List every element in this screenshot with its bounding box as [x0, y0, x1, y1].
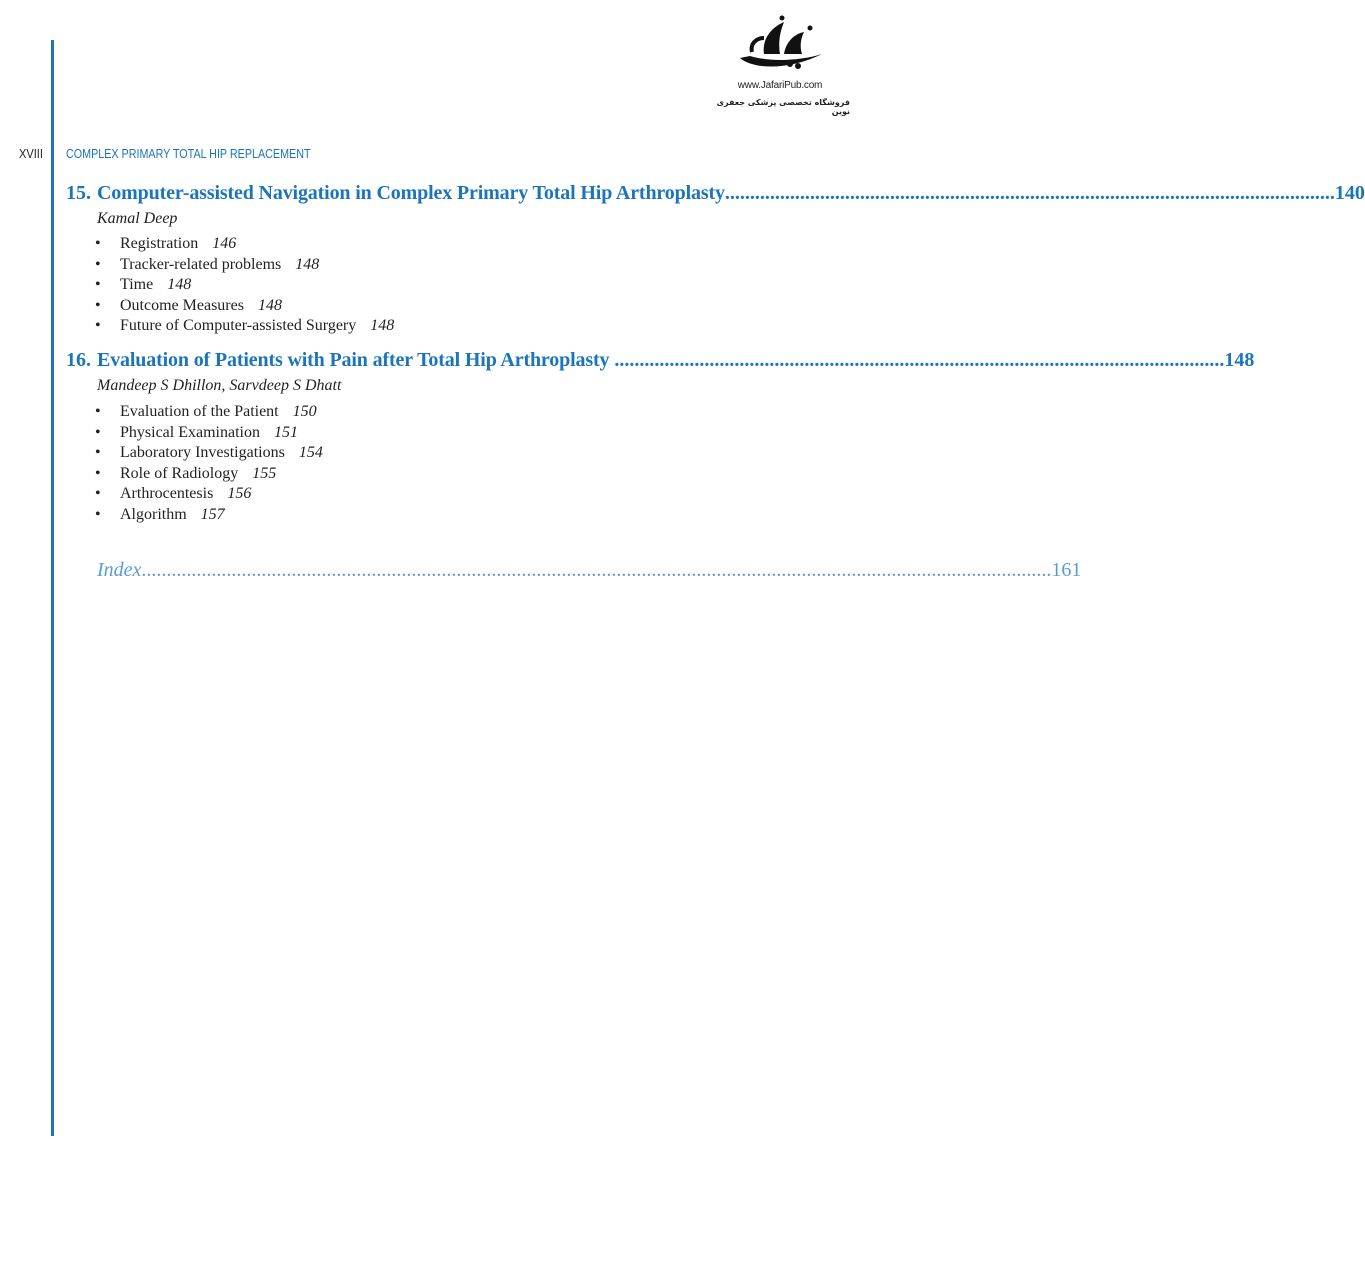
topic-item[interactable] [95, 234, 394, 255]
bullet: • [95, 317, 101, 335]
logo-url[interactable]: www.JafariPub.com [737, 80, 823, 91]
topic-item[interactable] [95, 464, 323, 485]
running-title: COMPLEX PRIMARY TOTAL HIP REPLACEMENT [66, 147, 311, 161]
bullet: • [95, 296, 101, 314]
topic-page: 154 [298, 444, 323, 462]
topic-label: Arthrocentesis [120, 485, 214, 503]
page-number: XVIII [19, 146, 43, 161]
margin-rule [51, 40, 54, 1136]
leader-dots: .......................................................................................................................... [609, 349, 1225, 371]
topic-label: Registration [120, 235, 199, 252]
chapter-heading[interactable] [66, 349, 1255, 372]
topic-label: Evaluation of the Patient [120, 403, 279, 420]
topic-label: Role of Radiology [120, 464, 239, 482]
bullet: • [95, 276, 101, 294]
chapter-heading[interactable] [66, 182, 1365, 205]
topic-page: 157 [200, 505, 225, 523]
leader-dots: ...................................................................................................................................................................................... [141, 559, 1052, 581]
topic-label: Physical Examination [120, 423, 260, 441]
topic-item[interactable] [95, 423, 323, 444]
topic-item[interactable] [95, 316, 394, 337]
bullet: • [95, 403, 101, 420]
chapter-number: 15. [66, 182, 91, 204]
chapter-title: Evaluation of Patients with Pain after Total Hip Arthroplasty [97, 349, 610, 371]
calligraphy-logo-icon [730, 14, 830, 76]
topic-page: 148 [370, 317, 395, 335]
index-label: Index [97, 559, 142, 581]
topic-page: 146 [212, 235, 237, 252]
chapter-page: 140 [1334, 182, 1365, 204]
topic-label: Tracker-related problems [120, 255, 282, 273]
topic-item[interactable] [95, 505, 323, 526]
bullet: • [95, 485, 101, 503]
chapter-number: 16. [66, 349, 91, 371]
topic-label: Laboratory Investigations [120, 444, 285, 462]
bullet: • [95, 464, 101, 482]
topic-item[interactable] [95, 275, 394, 296]
topic-list [95, 402, 323, 526]
chapter-authors: Kamal Deep [97, 210, 178, 227]
bullet: • [95, 444, 101, 462]
topic-label: Future of Computer-assisted Surgery [120, 317, 357, 335]
topic-page: 148 [257, 296, 282, 314]
topic-page: 148 [167, 276, 192, 294]
leader-dots: .......................................................................................................................... [724, 182, 1335, 204]
topic-page: 156 [227, 485, 252, 503]
chapter-authors: Mandeep S Dhillon, Sarvdeep S Dhatt [97, 377, 342, 394]
topic-page: 148 [295, 255, 320, 273]
topic-item[interactable] [95, 255, 394, 276]
topic-page: 155 [252, 464, 277, 482]
publisher-logo[interactable] [716, 14, 850, 116]
topic-page: 150 [292, 403, 317, 420]
chapter-page: 148 [1224, 349, 1255, 371]
bullet: • [95, 255, 101, 273]
topic-list [95, 234, 394, 337]
bullet: • [95, 235, 101, 252]
topic-page: 151 [273, 423, 298, 441]
topic-label: Time [120, 276, 154, 294]
index-page: 161 [1051, 559, 1082, 581]
bullet: • [95, 505, 101, 523]
topic-item[interactable] [95, 484, 323, 505]
chapter-title: Computer-assisted Navigation in Complex Primary Total Hip Arthroplasty [97, 182, 725, 204]
topic-label: Algorithm [120, 505, 187, 523]
index-entry[interactable] [97, 559, 1082, 582]
logo-tagline: فروشگاه تخصصی پزشکی جعفری نوین [716, 98, 850, 116]
topic-item[interactable] [95, 443, 323, 464]
topic-item[interactable] [95, 402, 323, 423]
bullet: • [95, 423, 101, 441]
topic-label: Outcome Measures [120, 296, 244, 314]
topic-item[interactable] [95, 296, 394, 317]
